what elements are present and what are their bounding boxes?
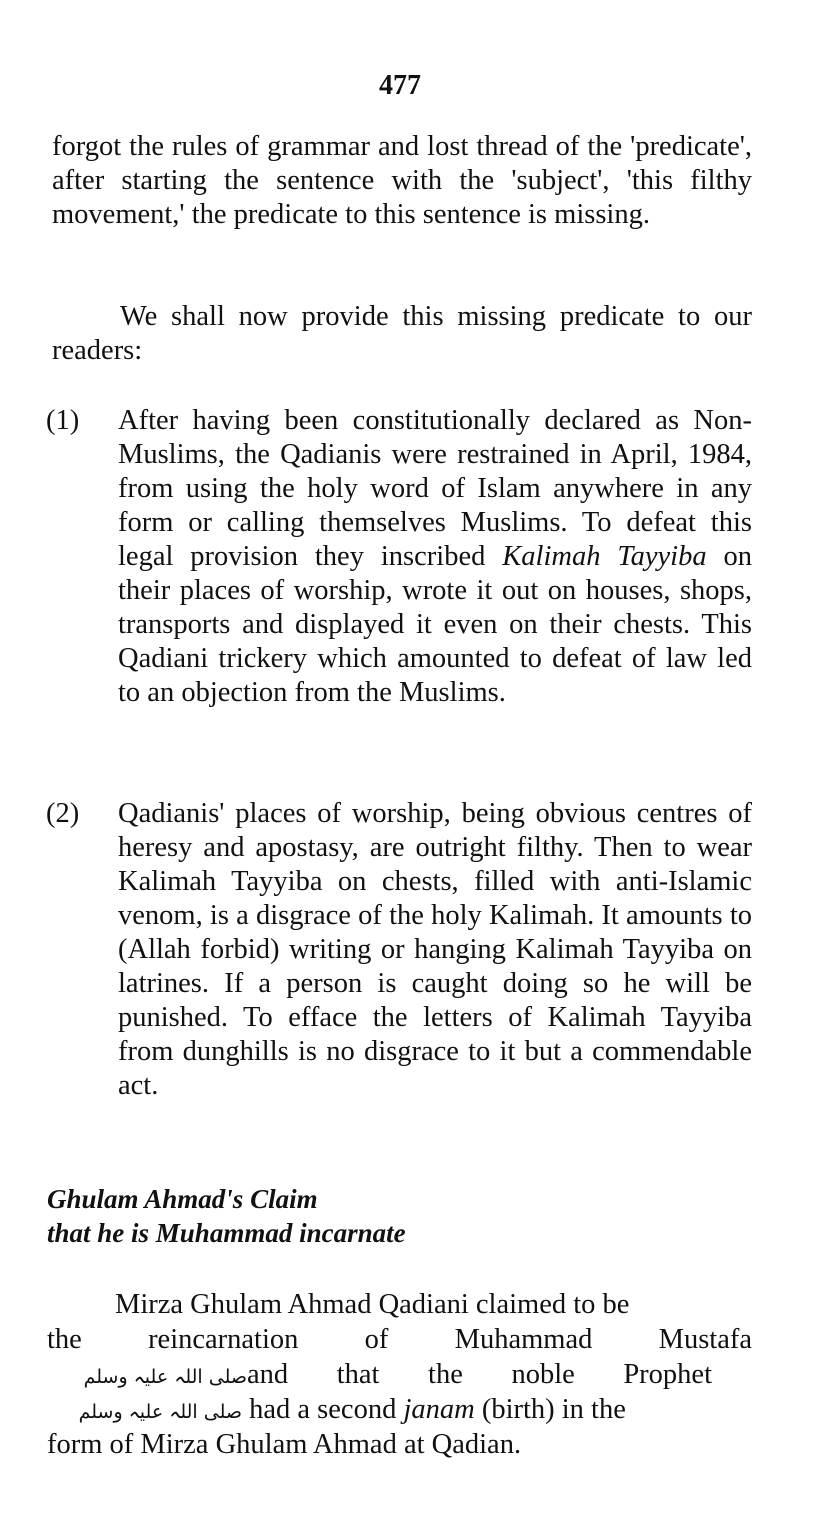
- paragraph-text: and that the noble Prophet: [247, 1359, 712, 1390]
- paragraph-line: form of Mirza Ghulam Ahmad at Qadian.: [47, 1429, 522, 1460]
- paragraph-text: (birth) in the: [481, 1394, 626, 1425]
- list-item-text: Qadianis' places of worship, being obvious centres of heresy and apostasy, are outright filthy. Then to wear Kalimah Tayyiba on chests, filled with anti-Islamic venom, is a disgrace of the holy Kalimah. It amounts to (Allah forbid) writing or hanging Kalimah Tayyiba on latrines. If a person is caught doing so he will be punished. To efface the letters of Kalimah Tayyiba from dunghills is no disgrace to it but a commendable act.: [118, 798, 752, 1101]
- paragraph-continuation: forgot the rules of grammar and lost thread of the 'predicate', after starting the sentence with the 'subject', 'this filthy movement,' the predicate to this sentence is missing.: [52, 131, 752, 230]
- paragraph-intro: We shall now provide this missing predicate to our readers:: [52, 301, 752, 366]
- heading-line: Ghulam Ahmad's Claim: [47, 1184, 318, 1214]
- paragraph-claim: [47, 1287, 752, 1462]
- list-item-text: [118, 404, 752, 710]
- paragraph-line: [47, 1392, 752, 1427]
- paragraph-text: had a second: [249, 1394, 397, 1425]
- list-marker: (1): [46, 405, 80, 436]
- arabic-salutation: صلی اللہ علیہ وسلم: [83, 1366, 247, 1388]
- list-item-text-part: After having been constitutionally declared as Non-Muslims, the Qadianis were restrained in April, 1984, from using the holy word of Islam anywhere in any form or calling themselves Muslims. To defeat this legal provision they inscribed: [118, 405, 752, 572]
- heading-line: that he is Muhammad incarnate: [47, 1218, 406, 1248]
- section-heading: [47, 1182, 406, 1250]
- list-item-text-part: on their places of worship, wrote it out on houses, shops, transports and displayed it even on their chests. This Qadiani trickery which amounted to defeat of law led to an objection from the Muslims.: [118, 541, 753, 708]
- paragraph-line: the reincarnation of Muhammad Mustafa: [47, 1324, 752, 1355]
- emphasis-text: Kalimah Tayyiba: [502, 541, 707, 572]
- list-marker: (2): [46, 798, 80, 829]
- paragraph-line: Mirza Ghulam Ahmad Qadiani claimed to be: [115, 1289, 630, 1320]
- emphasis-text: janam: [403, 1394, 475, 1425]
- list-item: [46, 404, 752, 710]
- list-item: [46, 797, 752, 1103]
- paragraph-line: [47, 1357, 752, 1392]
- arabic-salutation: صلی اللہ علیہ وسلم: [78, 1401, 242, 1423]
- page-number: 477: [379, 70, 421, 101]
